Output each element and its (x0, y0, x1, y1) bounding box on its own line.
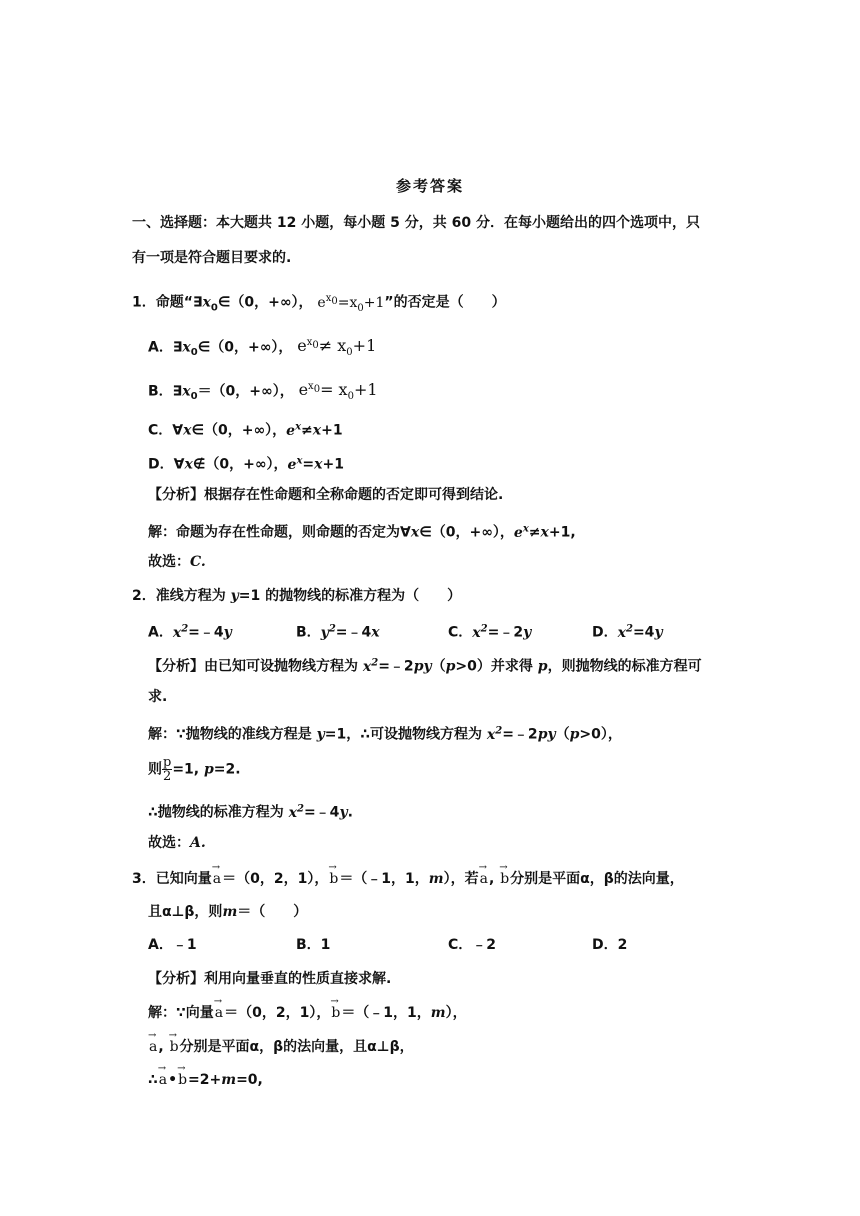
q1-option-c: C．∀x∈（0，+∞），$e^x\ne x+1$ (148, 421, 343, 439)
fraction-p-over-2: $\frac{p}{2}$ (163, 755, 172, 784)
q2-solution-line2: 则 $\frac{p}{2}$ =1, p=2. (148, 755, 241, 784)
q2-stem: 2．准线方程为 y=1 的抛物线的标准方程为（ ） (132, 588, 462, 604)
section-heading-line2: 有一项是符合题目要求的. (132, 250, 292, 266)
q1-option-a: A．$\exists x_0\in(0$，+∞）， $e^{x_0}\ne x_0+1$ (148, 336, 377, 359)
q2-analysis-line1: 【分析】由已知可设抛物线方程为 $x^2=﹣2py(p>0)$并求得 p，则抛物线的标准方程可 (148, 657, 702, 675)
q2-analysis-line2: 求. (148, 689, 168, 705)
q2-option-b: B．$y^2=﹣4x$ (296, 623, 380, 641)
q3-option-c: C．﹣2 (448, 937, 497, 953)
q3-stem-line2: 且α⊥β，则m＝（ ） (148, 904, 308, 920)
section-heading-line1: 一、选择题：本大题共 12 小题，每小题 5 分，共 60 分．在每小题给出的四个选项中，只 (132, 215, 700, 231)
q3-stem-line1: 3．已知向量→ a＝（0，2，1），→ b＝（﹣1，1，m），若→ a, → b分别是平面α，β的法向量， (132, 869, 684, 889)
q1-analysis: 【分析】根据存在性命题和全称命题的否定即可得到结论. (148, 487, 504, 503)
q1-answer: 故选：C. (148, 554, 206, 570)
q2-option-c: C．$x^2=﹣2y$ (448, 623, 532, 641)
q1-formula: $e^{x_0}=x_0+1$ (317, 293, 385, 314)
q2-option-d: D．$x^2=4y$ (592, 623, 663, 641)
q1-option-d: D．∀x∉（0，+∞），$e^x=x+1$ (148, 455, 344, 473)
q2-solution-line3: ∴抛物线的标准方程为 $x^2=﹣4y$. (148, 803, 353, 821)
q2-option-a: A．$x^2=﹣4y$ (148, 623, 232, 641)
q3-solution-line3: ∴→ a•→ b=2+m=0, (148, 1070, 263, 1090)
q3-analysis: 【分析】利用向量垂直的性质直接求解. (148, 971, 392, 987)
q2-solution-line1: 解：∵抛物线的准线方程是 y=1，∴可设抛物线方程为 $x^2=﹣2py(p>0)$， (148, 725, 622, 743)
q3-solution-line1: 解：∵向量→ a＝（0，2，1），→ b＝（﹣1，1，m）， (148, 1003, 467, 1023)
q2-answer: 故选：A. (148, 835, 206, 851)
q1-stem: 1．命题“$\exists x_0\in(0$，+∞）， $e^{x_0}=x_0+1$”的否定是（ ） (132, 293, 506, 314)
q1-option-b: B．$\exists x_0=(0$，+∞）， $e^{x_0}= x_0+1$ (148, 380, 378, 403)
q3-option-a: A．﹣1 (148, 937, 197, 953)
q3-option-b: B．1 (296, 937, 331, 953)
q3-solution-line2: → a, → b分别是平面α，β的法向量，且α⊥β， (148, 1037, 414, 1057)
q1-solution: 解：命题为存在性命题，则命题的否定为∀x∈（0，+∞），$e^x\ne x+1$, (148, 523, 576, 541)
page-title: 参考答案 (395, 177, 464, 195)
q3-option-d: D．2 (592, 937, 628, 953)
